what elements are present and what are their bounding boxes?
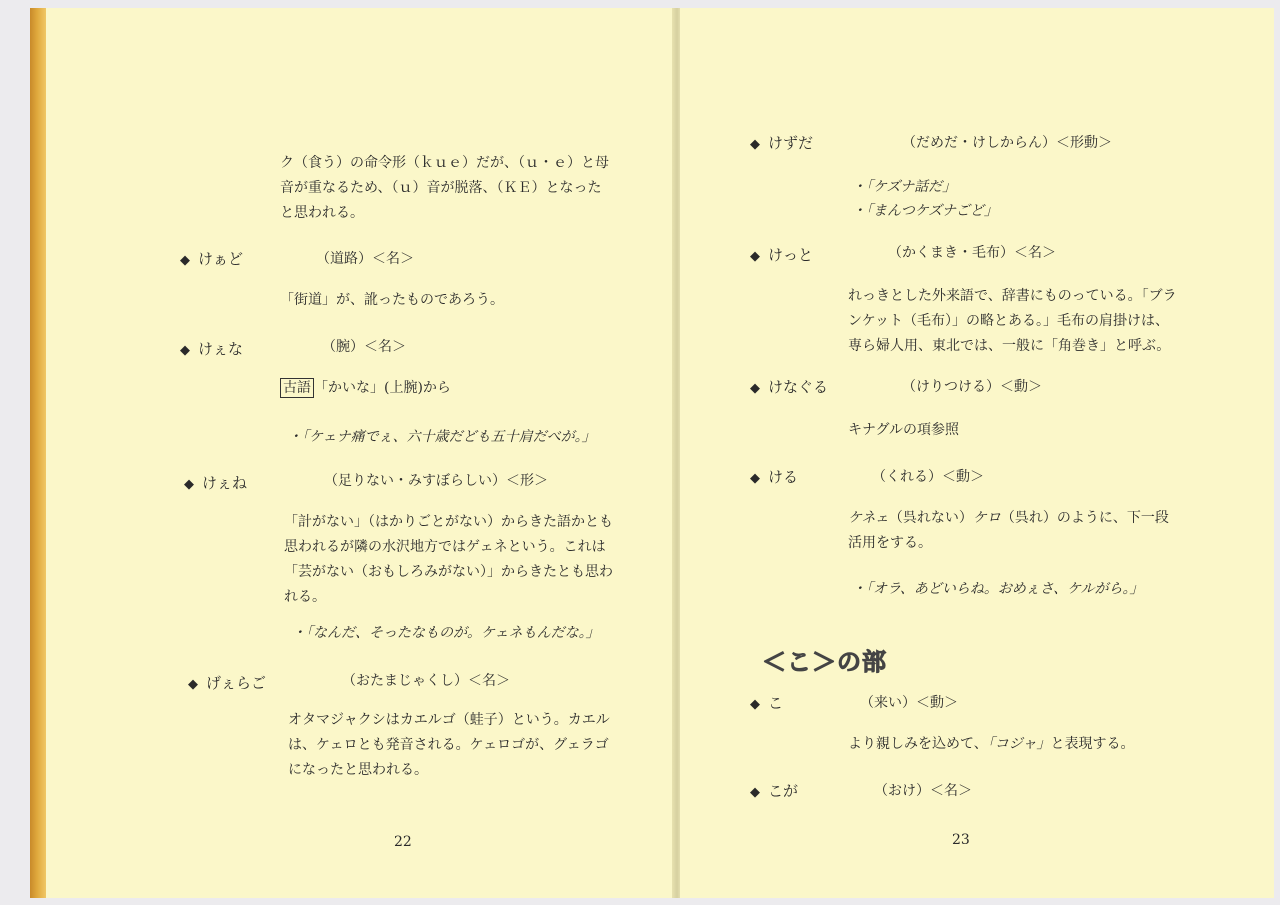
body-line: 思われるが隣の水沢地方ではゲェネという。これは [284, 539, 606, 555]
entry-body [288, 708, 610, 783]
diamond-icon: ◆ [750, 471, 760, 486]
entry-body [848, 506, 1169, 556]
diamond-icon: ◆ [180, 253, 190, 268]
entry-body [848, 418, 959, 443]
entry-gloss: （道路）＜名＞ [316, 251, 414, 267]
body-line: キナグルの項参照 [848, 422, 960, 438]
diamond-icon: ◆ [750, 381, 760, 396]
dialect-word: ケロ [972, 510, 1001, 526]
body-line: れっきとした外来語で、辞書にものっている。「ブラ [848, 288, 1177, 304]
entry-gloss: （足りない・みすぼらしい）＜形＞ [324, 473, 548, 489]
intro-line: ク（食う）の命令形（ｋｕｅ）だが、（ｕ・ｅ）と母 [280, 155, 609, 171]
body-fragment: より親しみを込めて、 [848, 736, 988, 752]
book-spine-edge [30, 8, 46, 898]
body-fragment: （呉れない） [888, 510, 973, 526]
page-number: 22 [394, 834, 412, 850]
entry-term: けぁど [198, 250, 244, 268]
entry-gloss: （だめだ・けしからん）＜形動＞ [902, 135, 1112, 151]
entry-gloss: （おたまじゃくし）＜名＞ [342, 673, 510, 689]
entry-term: けずだ [768, 134, 814, 152]
body-line: 「計がない」（はかりごとがない）からきた語かとも [284, 514, 613, 530]
entry-term: けなぐる [768, 378, 829, 396]
diamond-icon: ◆ [750, 697, 760, 712]
diamond-icon: ◆ [184, 477, 194, 492]
diamond-icon: ◆ [750, 249, 760, 264]
entry-heading [750, 244, 813, 265]
diamond-icon: ◆ [750, 785, 760, 800]
entry-gloss: （かくまき・毛布）＜名＞ [888, 245, 1056, 261]
entry-heading [750, 132, 813, 153]
entry-heading [750, 780, 798, 801]
left-page [46, 8, 672, 898]
example-sentence: ・「ケェナ痛でぇ、六十歳だども五十肩だべが。」 [288, 429, 596, 445]
dialect-word: 「コジャ」 [987, 736, 1051, 752]
diamond-icon: ◆ [180, 343, 190, 358]
entry-heading [750, 466, 798, 487]
body-line [848, 506, 1169, 531]
entry-body [280, 288, 504, 313]
body-line: になったと思われる。 [288, 762, 428, 778]
entry-body [848, 284, 1177, 359]
body-line: れる。 [284, 589, 326, 605]
entry-heading [184, 472, 247, 493]
kogo-text: 「かいな」(上腕)から [314, 380, 451, 396]
entry-term: げぇらご [206, 674, 267, 692]
kogo-line [280, 376, 451, 401]
entry-term: こ [768, 694, 784, 712]
body-line: ンケット（毛布）」の略とある。」毛布の肩掛けは、 [848, 313, 1170, 329]
entry-body [284, 510, 613, 610]
kogo-label: 古語 [280, 378, 314, 398]
page-number: 23 [952, 832, 970, 848]
entry-heading [188, 672, 266, 693]
entry-heading [180, 338, 243, 359]
example-sentence: ・「なんだ、そったなものが。ケェネもんだな。」 [292, 625, 600, 641]
example-sentence: ・「オラ、あどいらね。おめぇさ、ケルがら。」 [852, 581, 1144, 597]
entry-gloss: （腕）＜名＞ [322, 339, 406, 355]
dialect-word: ケネェ [848, 510, 889, 526]
entry-term: こが [768, 782, 799, 800]
right-page [680, 8, 1274, 898]
section-heading: ＜こ＞の部 [762, 647, 887, 676]
entry-gloss: （おけ）＜名＞ [874, 783, 972, 799]
body-line: は、ケェロとも発音される。ケェロゴが、グェラゴ [288, 737, 609, 753]
intro-line: 音が重なるため、（ｕ）音が脱落、（ＫＥ）となった [280, 180, 602, 196]
body-line: 活用をする。 [848, 535, 932, 551]
entry-gloss: （くれる）＜動＞ [872, 469, 984, 485]
example-sentence: ・「ケズナ話だ」 [852, 179, 957, 195]
entry-term: ける [768, 468, 799, 486]
entry-term: けぇな [198, 340, 244, 358]
entry-term: けぇね [202, 474, 248, 492]
example-sentence: ・「まんつケズナごど」 [852, 203, 998, 219]
entry-term: けっと [768, 246, 814, 264]
entry-heading [750, 376, 828, 397]
entry-body [848, 732, 1134, 757]
body-line: 「芸がない（おもしろみがない）」からきたとも思わ [284, 564, 613, 580]
entry-heading [180, 248, 243, 269]
entry-gloss: （来い）＜動＞ [860, 695, 958, 711]
entry-heading [750, 692, 783, 713]
body-fragment: と表現する。 [1050, 736, 1135, 752]
body-line: オタマジャクシはカエルゴ（蛙子）という。カエル [288, 712, 610, 728]
diamond-icon: ◆ [188, 677, 198, 692]
entry-gloss: （けりつける）＜動＞ [902, 379, 1042, 395]
body-line: 専ら婦人用、東北では、一般に「角巻き」と呼ぶ。 [848, 338, 1171, 354]
diamond-icon: ◆ [750, 137, 760, 152]
body-fragment: （呉れ）のように、下一段 [1000, 510, 1169, 526]
body-line: 「街道」が、訛ったものであろう。 [280, 292, 504, 308]
intro-line: と思われる。 [280, 205, 364, 221]
intro-paragraph [280, 151, 609, 226]
